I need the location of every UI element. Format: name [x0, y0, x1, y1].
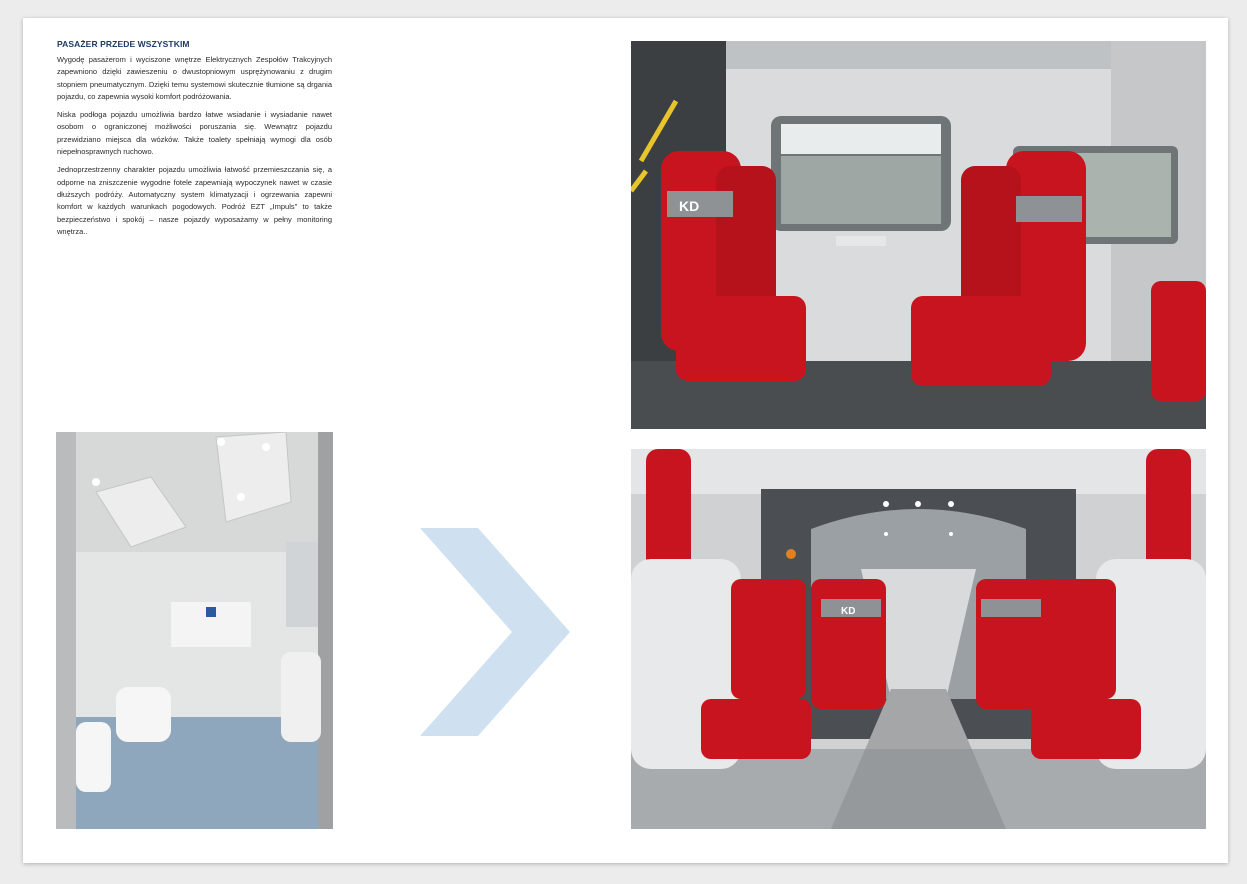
- chevron-right-icon: [420, 528, 572, 741]
- photo-train-aisle: [631, 449, 1206, 829]
- body-text: [57, 54, 332, 244]
- seat-logo-text-2: KD: [841, 606, 856, 617]
- paragraph-suspension: Wygodę pasażerom i wyciszone wnętrze Elektrycznych Zespołów Trakcyjnych zapewniono dzięki zawieszeniu o dwustopniowym usprężynowaniu z drugim stopniem pneumatycznym. Dzięki temu systemowi skutecznie tłumione są drgania pojazdu, co zapewnia wysoki komfort podróżowania.: [57, 55, 332, 101]
- section-heading: PASAŻER PRZEDE WSZYSTKIM: [57, 39, 190, 49]
- photo-accessible-toilet: [56, 432, 333, 829]
- seat-logo-text: KD: [679, 198, 700, 214]
- paragraph-accessibility: Niska podłoga pojazdu umożliwia bardzo łatwe wsiadanie i wysiadanie nawet osobom o ograniczonej możliwości poruszania się. Wewnątrz pojazdu przewidziano miejsca dla wózków. Także toalety spełniają wymogi dla osób niepełnosprawnych ruchowo.: [57, 110, 332, 157]
- photo-seats-window: [631, 41, 1206, 429]
- paragraph-comfort: Jednoprzestrzenny charakter pojazdu umożliwia łatwość przemieszczania się, a odporne na zniszczenie wygodne fotele zapewniają wypoczynek nawet w czasie dłuższych podróży. Automatyczny system klimatyzacji i ogrzewania zapewni komfort w każdych warunkach pogodowych. Podróż EZT „Impuls" to także bezpieczeństwo i spokój – nasze pojazdy wyposażamy w pełny monitoring wnętrza..: [57, 165, 332, 236]
